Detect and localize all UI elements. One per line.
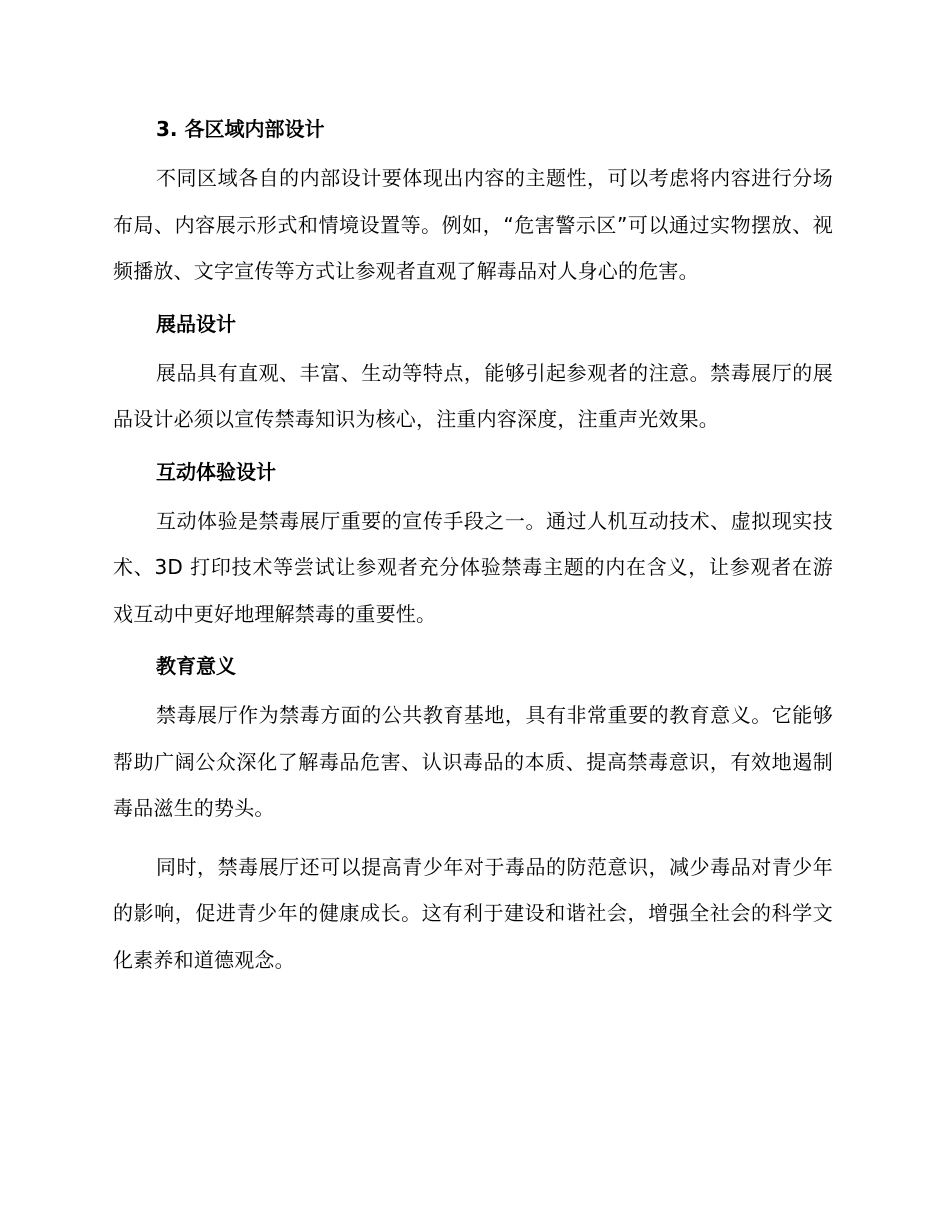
paragraph: 互动体验是禁毒展厅重要的宣传手段之一。通过人机互动技术、虚拟现实技术、3D 打印技术等尝试让参观者充分体验禁毒主题的内在含义，让参观者在游戏互动中更好地理解禁毒的重要性。 (113, 508, 833, 626)
paragraph: 同时，禁毒展厅还可以提高青少年对于毒品的防范意识，减少毒品对青少年的影响，促进青少年的健康成长。这有利于建设和谐社会，增强全社会的科学文化素养和道德观念。 (113, 854, 833, 972)
section-interactive-experience (113, 449, 833, 638)
section-exhibit-design (113, 301, 833, 443)
section-educational-significance (113, 643, 833, 983)
section-heading: 展品设计 (156, 311, 236, 336)
paragraph: 展品具有直观、丰富、生动等特点，能够引起参观者的注意。禁毒展厅的展品设计必须以宣传禁毒知识为核心，注重内容深度，注重声光效果。 (113, 360, 833, 431)
section-heading: 教育意义 (156, 654, 236, 678)
paragraph: 不同区域各自的内部设计要体现出内容的主题性，可以考虑将内容进行分场布局、内容展示形式和情境设置等。例如，“危害警示区”可以通过实物摆放、视频播放、文字宣传等方式让参观者直观了解毒品对人身心的危害。 (113, 166, 833, 283)
document-body (113, 106, 833, 989)
section-heading: 互动体验设计 (156, 459, 276, 484)
section-region-interior-design (113, 106, 833, 295)
paragraph: 禁毒展厅作为禁毒方面的公共教育基地，具有非常重要的教育意义。它能够帮助广阔公众深化了解毒品危害、认识毒品的本质、提高禁毒意识，有效地遏制毒品滋生的势头。 (113, 703, 833, 820)
section-heading: 3. 各区域内部设计 (156, 117, 325, 141)
